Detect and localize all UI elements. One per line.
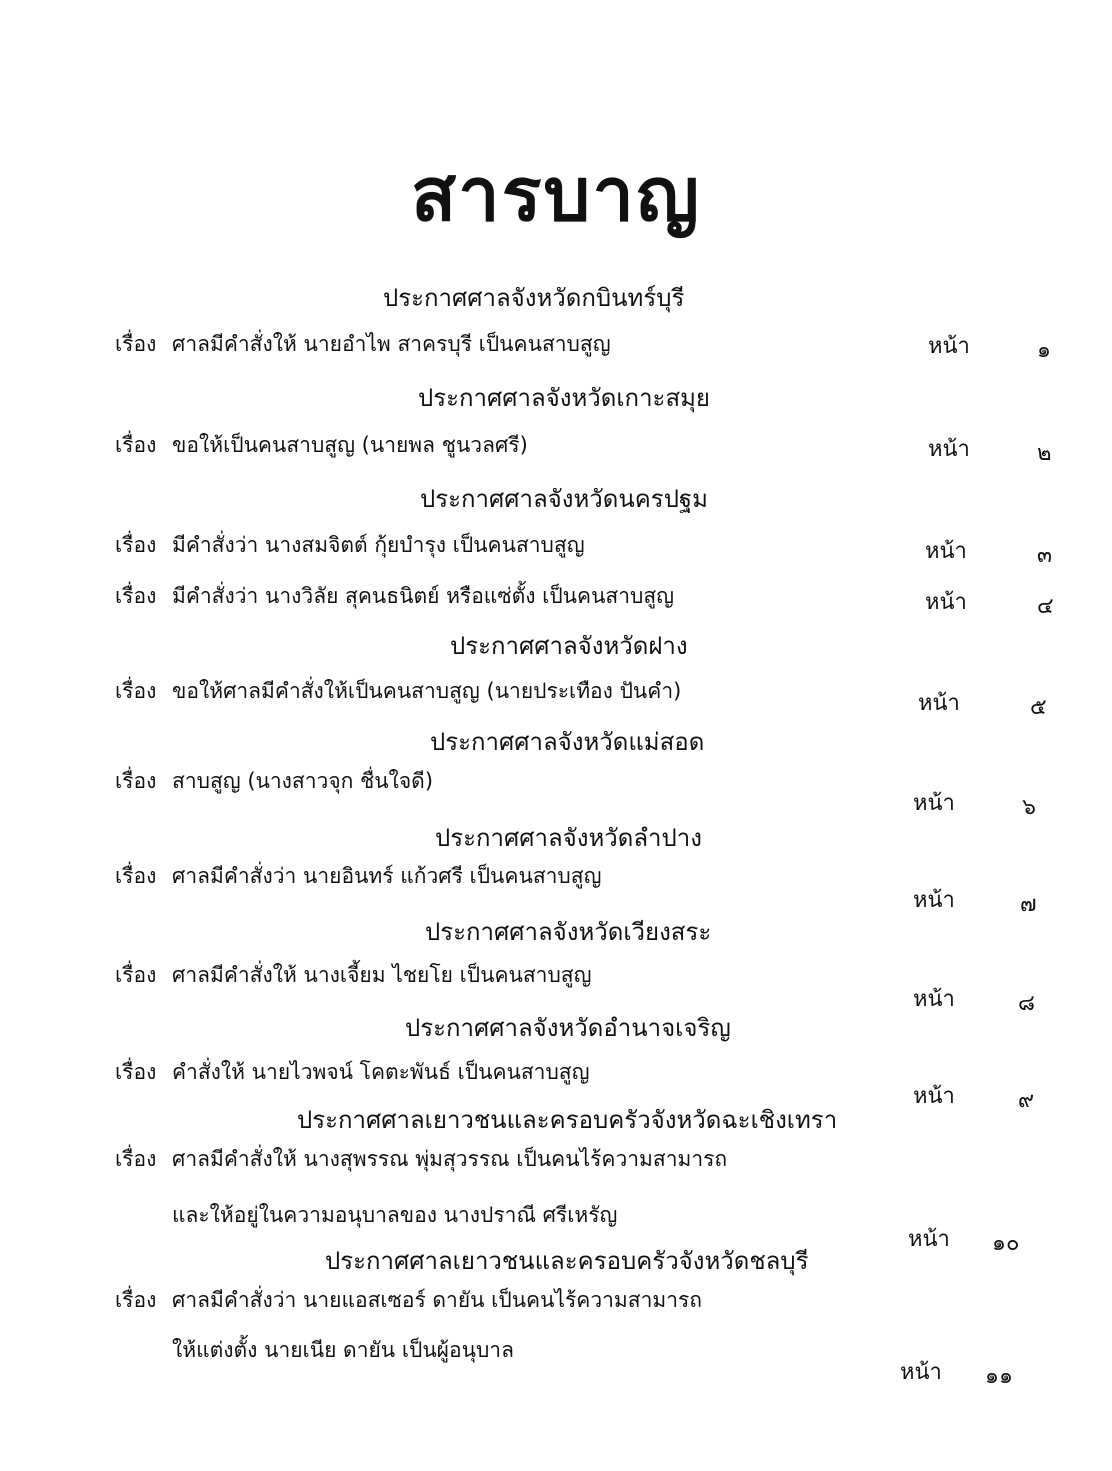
page-label: หน้า [913, 1084, 955, 1109]
entry-text-continued: ให้แต่งตั้ง นายเนีย ดายัน เป็นผู้อนุบาล [172, 1338, 514, 1362]
page-number: ๑๐ [992, 1231, 1020, 1256]
entry-text: คำสั่งให้ นายไวพจน์ โคตะพันธ์ เป็นคนสาบสูญ [172, 1060, 590, 1084]
section-heading: ประกาศศาลจังหวัดนครปฐม [420, 485, 708, 513]
section-heading: ประกาศศาลจังหวัดฝาง [450, 632, 688, 660]
toc-entry [0, 1143, 1112, 1256]
entry-text: ขอให้เป็นคนสาบสูญ (นายพล ชูนวลศรี) [172, 433, 528, 457]
section-heading: ประกาศศาลจังหวัดอำนาจเจริญ [405, 1014, 731, 1042]
subject-label: เรื่อง [115, 769, 157, 793]
entry-text-continued: และให้อยู่ในความอนุบาลของ นางปราณี ศรีเหรัญ [172, 1203, 618, 1227]
subject-label: เรื่อง [115, 1288, 157, 1312]
page-label: หน้า [925, 539, 967, 564]
subject-label: เรื่อง [115, 1147, 157, 1171]
page-label: หน้า [908, 1227, 950, 1252]
section-heading: ประกาศศาลเยาวชนและครอบครัวจังหวัดฉะเชิงเทรา [297, 1106, 838, 1134]
page-label: หน้า [928, 334, 970, 359]
entry-text: ศาลมีคำสั่งให้ นางเจี้ยม ไชยโย เป็นคนสาบสูญ [172, 963, 592, 987]
entry-text: มีคำสั่งว่า นางสมจิตต์ กุ้ยบำรุง เป็นคนสาบสูญ [172, 533, 585, 557]
page-number: ๑ [1037, 338, 1051, 363]
section-heading: ประกาศศาลเยาวชนและครอบครัวจังหวัดชลบุรี [325, 1247, 809, 1275]
section-heading: ประกาศศาลจังหวัดแม่สอด [430, 728, 705, 756]
page-label: หน้า [913, 987, 955, 1012]
subject-label: เรื่อง [115, 332, 157, 356]
page-number: ๔ [1037, 594, 1054, 619]
page-number: ๙ [1018, 1088, 1035, 1113]
toc-entry [0, 959, 1112, 1016]
section-heading: ประกาศศาลจังหวัดกบินทร์บุรี [383, 284, 685, 312]
page-label: หน้า [918, 691, 960, 716]
entry-text: ศาลมีคำสั่งให้ นายอำไพ สาครบุรี เป็นคนสาบสูญ [172, 332, 611, 356]
section-heading: ประกาศศาลจังหวัดเกาะสมุย [418, 384, 710, 412]
entry-text: ขอให้ศาลมีคำสั่งให้เป็นคนสาบสูญ (นายประเทือง ปันคำ) [172, 679, 682, 703]
page-title: สารบาญ [410, 152, 702, 238]
entry-text: มีคำสั่งว่า นางวิลัย สุคนธนิตย์ หรือแซ่ตั้ง เป็นคนสาบสูญ [172, 584, 675, 608]
entry-text: ศาลมีคำสั่งว่า นายอินทร์ แก้วศรี เป็นคนสาบสูญ [172, 864, 602, 888]
page-number: ๘ [1018, 991, 1035, 1016]
subject-label: เรื่อง [115, 679, 157, 703]
entry-text: ศาลมีคำสั่งให้ นางสุพรรณ พุ่มสุวรรณ เป็นคนไร้ความสามารถ [172, 1147, 728, 1171]
subject-label: เรื่อง [115, 1060, 157, 1084]
subject-label: เรื่อง [115, 584, 157, 608]
toc-entry [0, 765, 1112, 820]
page-number: ๒ [1037, 441, 1052, 466]
toc-entry [0, 1056, 1112, 1113]
page-number: ๕ [1030, 695, 1047, 720]
toc-entry [0, 675, 1112, 720]
subject-label: เรื่อง [115, 533, 157, 557]
page-number: ๖ [1022, 795, 1036, 820]
toc-entry [0, 580, 1112, 620]
subject-label: เรื่อง [115, 864, 157, 888]
page-label: หน้า [913, 888, 955, 913]
page-label: หน้า [928, 437, 970, 462]
entry-text: สาบสูญ (นางสาวจุก ชื่นใจดี) [172, 769, 434, 793]
page-number: ๓ [1037, 543, 1053, 568]
subject-label: เรื่อง [115, 963, 157, 987]
page-label: หน้า [925, 590, 967, 615]
toc-entry [0, 529, 1112, 569]
section-heading: ประกาศศาลจังหวัดลำปาง [435, 824, 702, 852]
toc-entry [0, 328, 1112, 368]
subject-label: เรื่อง [115, 433, 157, 457]
page-label: หน้า [900, 1360, 942, 1385]
page-number: ๑๑ [985, 1364, 1013, 1389]
page-label: หน้า [913, 791, 955, 816]
toc-entry [0, 1284, 1112, 1394]
toc-entry [0, 429, 1112, 469]
section-heading: ประกาศศาลจังหวัดเวียงสระ [425, 918, 712, 946]
entry-text: ศาลมีคำสั่งว่า นายแอสเซอร์ ดายัน เป็นคนไร้ความสามารถ [172, 1288, 703, 1312]
page-number: ๗ [1020, 892, 1037, 917]
toc-entry [0, 860, 1112, 917]
